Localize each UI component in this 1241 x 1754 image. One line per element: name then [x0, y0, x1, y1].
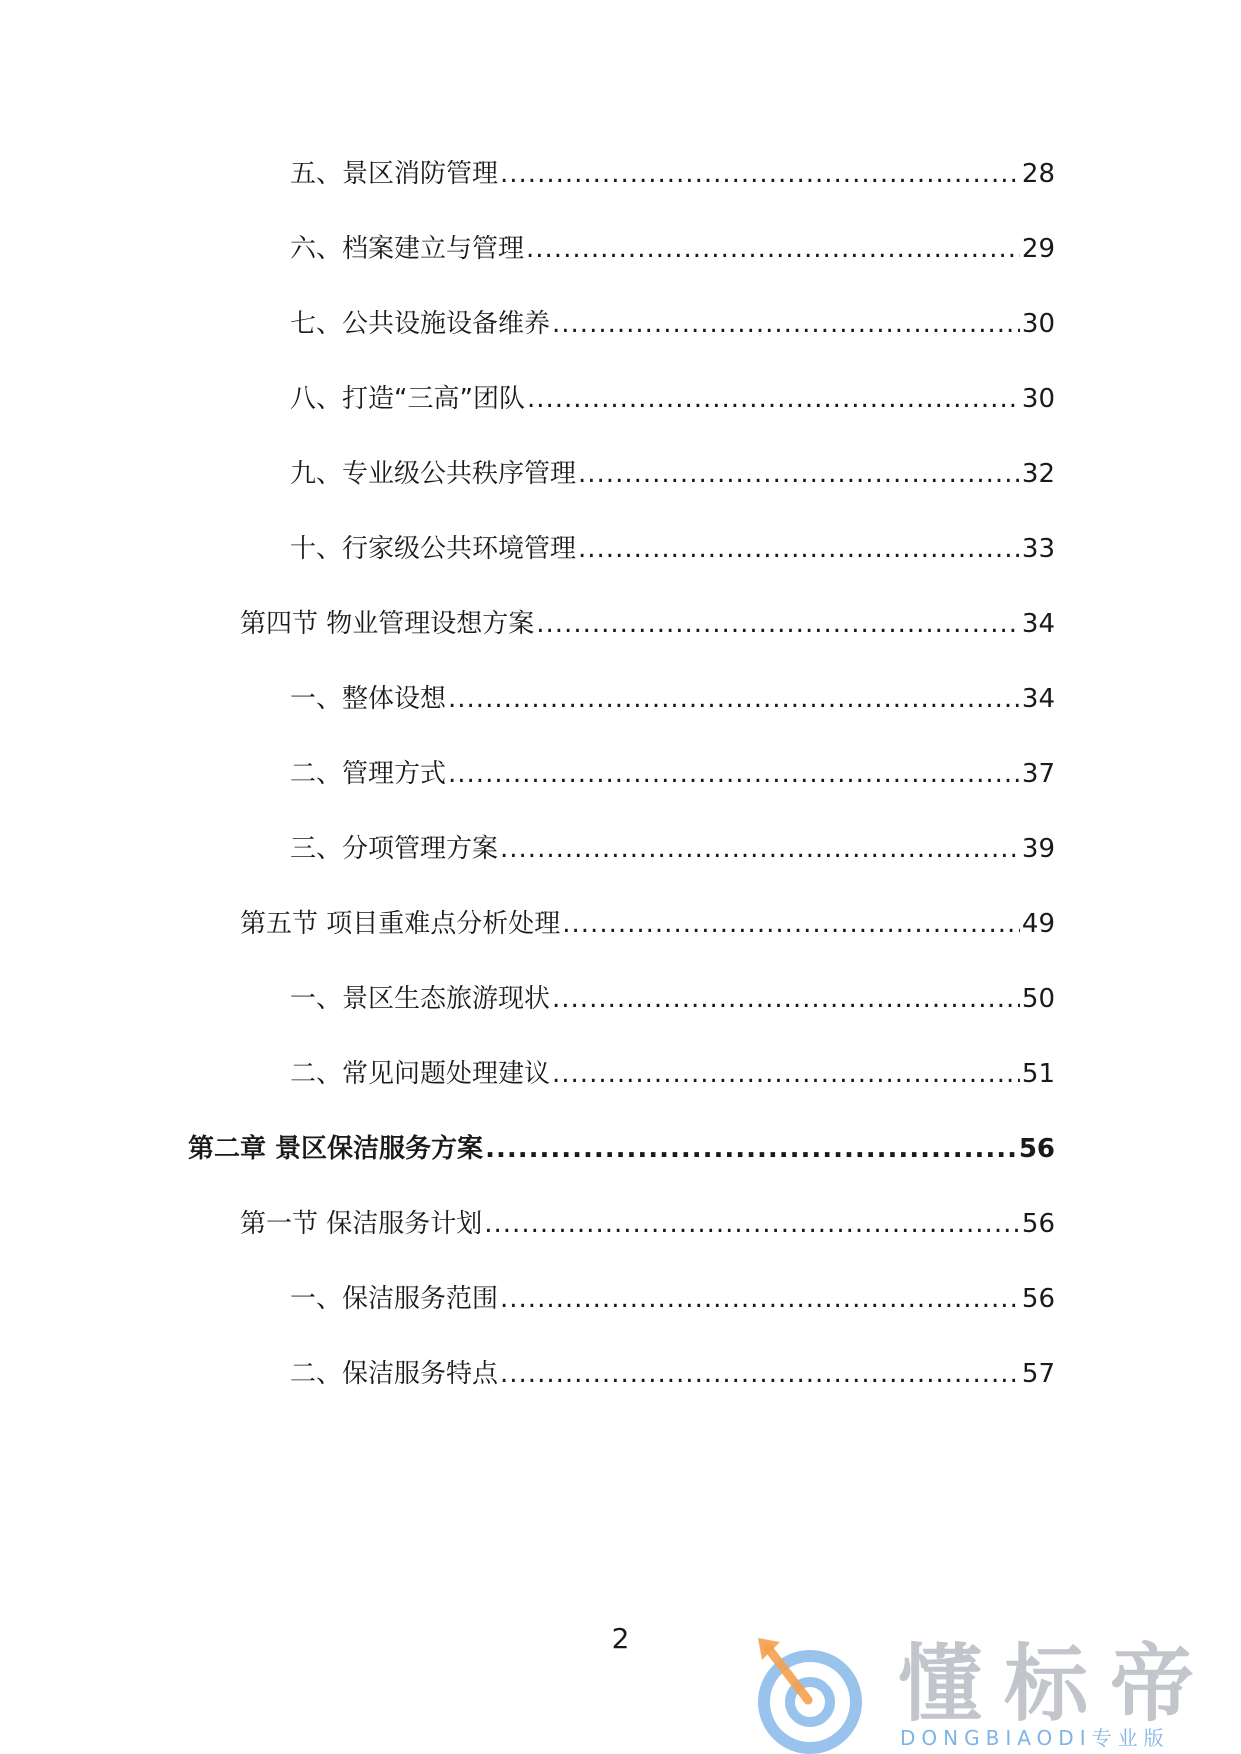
toc-section-entry[interactable]	[240, 907, 1055, 941]
toc-entry-page: 37	[1021, 759, 1055, 789]
toc-dot-leader	[552, 1057, 1020, 1091]
toc-entry-title: 五、景区消防管理	[290, 159, 499, 189]
toc-entry-title: 七、公共设施设备维养	[290, 309, 551, 339]
toc-entry-title: 八、打造“三高”团队	[290, 384, 525, 414]
watermark-brand: 懂标帝	[898, 1635, 1217, 1733]
toc-entry-page: 39	[1021, 834, 1055, 864]
toc-entry-title: 十、行家级公共环境管理	[290, 534, 577, 564]
toc-chapter-entry[interactable]	[188, 1132, 1055, 1166]
toc-dot-leader	[578, 457, 1020, 491]
target-arrow-logo-icon	[750, 1636, 870, 1754]
toc-entry-page: 34	[1021, 609, 1055, 639]
toc-entry[interactable]	[290, 382, 1055, 416]
toc-entry-page: 30	[1021, 384, 1055, 414]
toc-entry[interactable]	[290, 682, 1055, 716]
toc-entry-title: 第一节 保洁服务计划	[240, 1209, 483, 1239]
toc-entry-title: 一、整体设想	[290, 684, 447, 714]
watermark-subtitle: DONGBIAODI专业版	[900, 1726, 1170, 1750]
toc-entry-title: 三、分项管理方案	[290, 834, 499, 864]
toc-section-entry[interactable]	[240, 607, 1055, 641]
toc-entry[interactable]	[290, 157, 1055, 191]
toc-entry-title: 第二章 景区保洁服务方案	[188, 1134, 484, 1164]
toc-dot-leader	[562, 907, 1020, 941]
toc-entry-page: 28	[1021, 159, 1055, 189]
toc-entry[interactable]	[290, 1357, 1055, 1391]
toc-dot-leader	[485, 1132, 1017, 1166]
toc-section-entry[interactable]	[240, 1207, 1055, 1241]
toc-dot-leader	[536, 607, 1020, 641]
toc-entry-page: 50	[1021, 984, 1055, 1014]
toc-dot-leader	[526, 232, 1020, 266]
toc-dot-leader	[500, 1282, 1020, 1316]
toc-dot-leader	[552, 982, 1020, 1016]
toc-dot-leader	[484, 1207, 1020, 1241]
toc-dot-leader	[500, 157, 1020, 191]
toc-entry-title: 六、档案建立与管理	[290, 234, 525, 264]
watermark	[750, 1636, 1230, 1754]
page-number: 2	[611, 1622, 630, 1655]
toc-entry[interactable]	[290, 457, 1055, 491]
toc-entry-page: 29	[1021, 234, 1055, 264]
toc-entry-title: 二、常见问题处理建议	[290, 1059, 551, 1089]
toc-entry[interactable]	[290, 757, 1055, 791]
toc-dot-leader	[527, 382, 1020, 416]
toc-entry-page: 56	[1021, 1209, 1055, 1239]
toc-entry-page: 32	[1021, 459, 1055, 489]
toc-entry-title: 二、管理方式	[290, 759, 447, 789]
toc-entry[interactable]	[290, 832, 1055, 866]
toc-entry-page: 49	[1021, 909, 1055, 939]
toc-entry[interactable]	[290, 982, 1055, 1016]
toc-entry-page: 34	[1021, 684, 1055, 714]
toc-entry-title: 第四节 物业管理设想方案	[240, 609, 535, 639]
toc-dot-leader	[552, 307, 1020, 341]
toc-entry-page: 33	[1021, 534, 1055, 564]
toc-entry-page: 56	[1021, 1284, 1055, 1314]
toc-entry-title: 九、专业级公共秩序管理	[290, 459, 577, 489]
toc-entry[interactable]	[290, 1057, 1055, 1091]
toc-dot-leader	[578, 532, 1020, 566]
toc-dot-leader	[500, 1357, 1020, 1391]
toc-entry-page: 57	[1021, 1359, 1055, 1389]
toc-entry[interactable]	[290, 532, 1055, 566]
toc-entry[interactable]	[290, 232, 1055, 266]
toc-dot-leader	[448, 757, 1020, 791]
toc-entry-page: 51	[1021, 1059, 1055, 1089]
toc-entry-title: 一、保洁服务范围	[290, 1284, 499, 1314]
toc-entry-title: 二、保洁服务特点	[290, 1359, 499, 1389]
toc-dot-leader	[500, 832, 1020, 866]
toc-entry-page: 56	[1018, 1134, 1055, 1164]
toc-dot-leader	[448, 682, 1020, 716]
toc-entry[interactable]	[290, 307, 1055, 341]
toc-entry-title: 第五节 项目重难点分析处理	[240, 909, 561, 939]
toc-entry-page: 30	[1021, 309, 1055, 339]
toc-entry-title: 一、景区生态旅游现状	[290, 984, 551, 1014]
toc-entry[interactable]	[290, 1282, 1055, 1316]
